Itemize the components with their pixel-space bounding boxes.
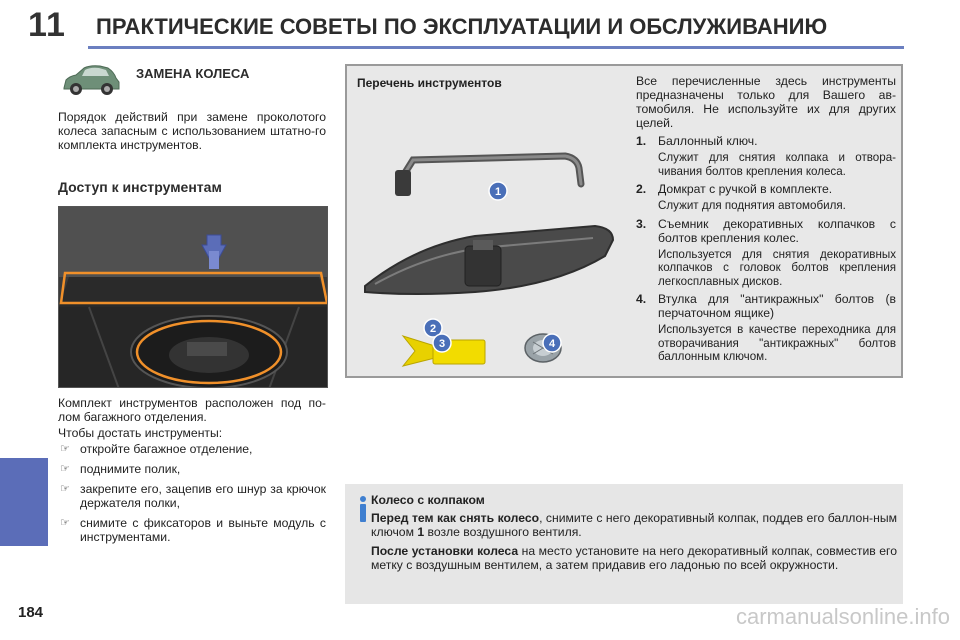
list-item: ☞ закрепите его, зацепив его шнур за крючок держателя полки,: [60, 482, 326, 510]
list-item: ☞ откройте багажное отделение,: [60, 442, 253, 456]
pointing-hand-icon: ☞: [60, 483, 70, 495]
location-paragraph: Комплект инструментов расположен под по-лом багажного отделения.: [58, 396, 326, 424]
item-number: 1.: [636, 134, 647, 148]
list-item: [636, 292, 896, 364]
list-item: [636, 182, 896, 213]
page-number: 184: [18, 604, 44, 621]
item-name: Съемник декоративных колпачков с болтов крепления колес.: [658, 216, 896, 245]
svg-text:2: 2: [429, 323, 437, 335]
pointing-hand-icon: ☞: [60, 443, 70, 455]
watermark: carmanualsonline.info: [735, 604, 950, 629]
chapter-number: 11: [28, 6, 66, 44]
steps-list: [58, 442, 326, 550]
list-item: ☞ снимите с фиксаторов и выньте модуль с инструментами.: [60, 516, 326, 544]
callout-4: [541, 332, 563, 354]
svg-text:4: 4: [548, 338, 556, 350]
item-description: Служит для поднятия автомобиля.: [658, 199, 846, 212]
jack-icon: [365, 226, 613, 294]
info-paragraph-2: После установки колеса на место установите на него декоративный колпак, совместив его метку с воздушным вентилем, а затем придавив его ладонью по всей окружности.: [371, 544, 898, 572]
trunk-illustration: [59, 207, 328, 388]
tools-list: [636, 74, 896, 368]
intro-paragraph: Порядок действий при замене проколотого колеса запасным с использованием штатно-го комплекта инструментов.: [58, 110, 326, 152]
callout-3: [431, 332, 453, 354]
trunk-photo: [58, 206, 328, 388]
wheel-wrench-icon: [395, 156, 581, 196]
item-name: Баллонный ключ.: [658, 134, 758, 148]
tools-title: Перечень инструментов: [357, 76, 502, 90]
steps-intro: Чтобы достать инструменты:: [58, 426, 223, 440]
list-item: [636, 134, 896, 178]
tools-intro: Все перечисленные здесь инструменты предназначены только для Вашего ав-томобиля. Не используйте их для других целей.: [636, 74, 896, 130]
item-name: Втулка для "антикражных" болтов (в перчаточном ящике): [658, 292, 896, 320]
list-item: [636, 217, 896, 289]
svg-text:3: 3: [438, 338, 446, 350]
info-title: Колесо с колпаком: [371, 493, 485, 507]
info-icon: [357, 496, 369, 522]
item-description: Служит для снятия колпака и отвора-чивания болтов крепления колеса.: [658, 151, 896, 178]
tools-box: [345, 64, 903, 378]
chapter-title: ПРАКТИЧЕСКИЕ СОВЕТЫ ПО ЭКСПЛУАТАЦИИ И ОБСЛУЖИВАНИЮ: [96, 14, 828, 39]
item-description: Используется для снятия декоративных колпачков с головок болтов крепления легкосплавных дисков.: [658, 247, 896, 288]
tools-illustration: [355, 96, 625, 374]
access-heading: Доступ к инструментам: [58, 179, 222, 195]
chapter-side-tab: [0, 458, 48, 546]
section-title: ЗАМЕНА КОЛЕСА: [136, 66, 250, 81]
pointing-hand-icon: ☞: [60, 517, 70, 529]
callout-1: [489, 182, 507, 200]
svg-text:1: 1: [494, 186, 502, 198]
car-icon: [60, 62, 122, 98]
item-name: Домкрат с ручкой в комплекте.: [658, 182, 833, 196]
item-number: 4.: [636, 292, 647, 306]
info-paragraph-1: Перед тем как снять колесо, снимите с него декоративный колпак, поддев его баллон-ным ключом 1 возле воздушного вентиля.: [371, 511, 897, 539]
info-box: [345, 484, 903, 604]
item-description: Используется в качестве переходника для отворачивания "антикражных" болтов баллонным ключом.: [658, 323, 896, 363]
header-rule: [88, 46, 904, 49]
item-number: 3.: [636, 216, 647, 231]
list-item: ☞ поднимите полик,: [60, 462, 181, 476]
page-header: [0, 0, 960, 52]
item-number: 2.: [636, 182, 647, 196]
pointing-hand-icon: ☞: [60, 463, 70, 475]
